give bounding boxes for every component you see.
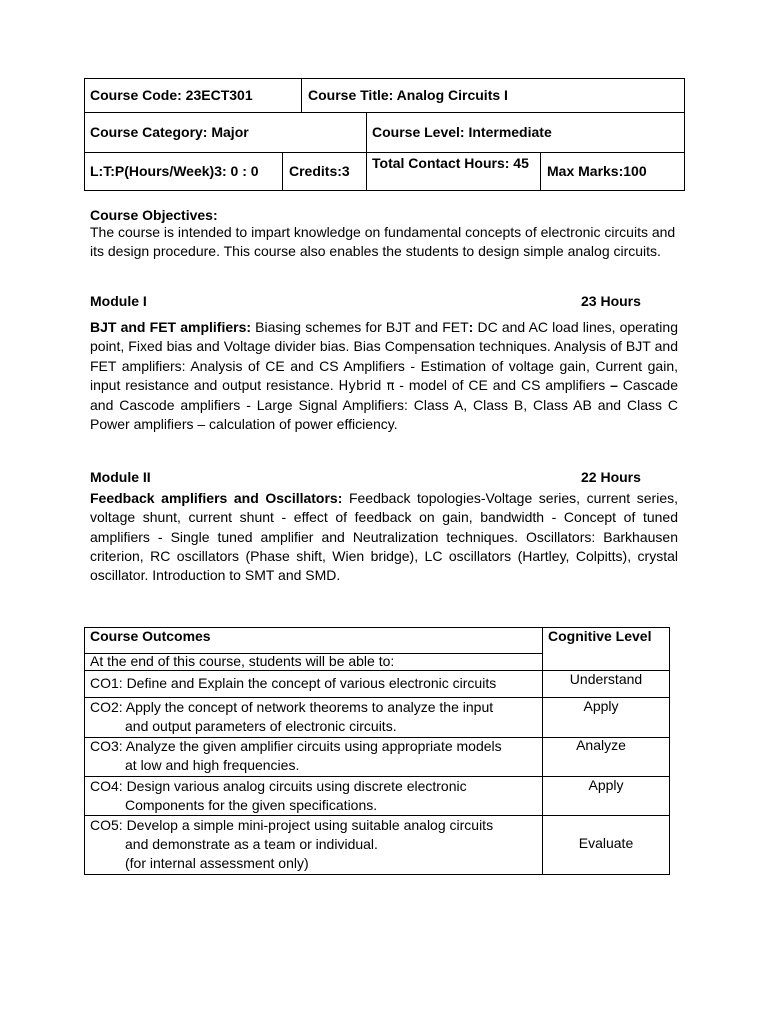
credits: Credits:3	[289, 163, 350, 179]
table-border	[84, 112, 685, 113]
table-border	[301, 78, 302, 112]
table-border	[84, 874, 670, 875]
module-1-lead: BJT and FET amplifiers:	[90, 319, 252, 335]
course-level: Course Level: Intermediate	[372, 124, 552, 140]
module-1-title: Module I	[90, 293, 147, 309]
module-1-text: DC and AC load lines, operating point, Fixed bias and Voltage divider bias. Bias Compensation techniques. Analysis of BJT and FET amplifiers: Analysis of CE and CS Amplifiers - Estimation of voltage gain, Current gain, input resistance and output resistance.	[90, 319, 678, 393]
table-border	[84, 152, 685, 153]
co5-level: Evaluate	[578, 835, 634, 851]
objectives-line-1: The course is intended to impart knowledge on fundamental concepts of electronic circuits and	[90, 224, 676, 240]
co3-line-2: at low and high frequencies.	[125, 757, 300, 773]
course-title: Course Title: Analog Circuits I	[308, 87, 508, 103]
outcomes-intro: At the end of this course, students will be able to:	[90, 653, 395, 669]
outcomes-header: Course Outcomes	[90, 628, 211, 644]
co2-level: Apply	[583, 698, 619, 714]
module-2-text: Feedback topologies-Voltage series, current series, voltage shunt, current shunt - effect of feedback on gain, bandwidth - Concept of tuned amplifiers - Single tuned amplifier and Neutralization techniques. Oscillators: Barkhausen criterion, RC oscillators (Phase shift, Wien bridge), LC oscillators (Hartley, Colpitts), crystal oscillator. Introduction to SMT and SMD.	[90, 490, 679, 584]
module-1-hours: 23 Hours	[581, 293, 641, 309]
table-border	[84, 627, 85, 875]
co4-line-1: CO4: Design various analog circuits using discrete electronic	[90, 778, 467, 794]
table-border	[282, 152, 283, 191]
module-2-description	[90, 489, 678, 585]
objectives-line-2: its design procedure. This course also enables the students to design simple analog circuits.	[90, 243, 661, 259]
module-1-text: Biasing schemes for BJT and FET	[251, 319, 469, 335]
module-1-dash: –	[610, 376, 618, 393]
co4-line-2: Components for the given specifications.	[125, 797, 378, 813]
co5-line-1: CO5: Develop a simple mini-project using suitable analog circuits	[90, 817, 494, 833]
module-2-lead: Feedback amplifiers and Oscillators:	[90, 490, 343, 506]
co5-line-3: (for internal assessment only)	[125, 855, 309, 871]
ltp-hours: L:T:P(Hours/Week)3: 0 : 0	[90, 163, 259, 179]
course-code: Course Code: 23ECT301	[90, 87, 253, 103]
module-1-text: - model of CE and CS amplifiers	[394, 376, 611, 393]
module-1-colon: :	[468, 319, 474, 335]
cognitive-level-header: Cognitive Level	[548, 628, 652, 644]
co4-level: Apply	[588, 777, 624, 793]
table-border	[84, 78, 85, 191]
table-border	[84, 78, 685, 79]
course-category: Course Category: Major	[90, 124, 249, 140]
co1-level: Understand	[569, 671, 643, 687]
module-1-hybrid: Hybrid π	[338, 378, 395, 394]
co5-line-2: and demonstrate as a team or individual.	[125, 836, 378, 852]
co2-line-1: CO2: Apply the concept of network theorems to analyze the input	[90, 699, 494, 715]
table-border	[366, 112, 367, 191]
module-1-description	[90, 318, 678, 435]
module-1-text: Cascade and Cascode amplifiers - Large Signal Amplifiers: Class A, Class B, Class AB and Class C Power amplifiers – calculation of power efficiency.	[90, 376, 679, 433]
table-border	[84, 190, 685, 191]
module-2-hours: 22 Hours	[581, 469, 641, 485]
max-marks: Max Marks:100	[547, 163, 647, 179]
co3-level: Analyze	[576, 737, 626, 753]
co3-line-1: CO3: Analyze the given amplifier circuits using appropriate models	[90, 738, 502, 754]
table-border	[684, 78, 685, 191]
co2-line-2: and output parameters of electronic circuits.	[125, 718, 397, 734]
total-contact-hours: Total Contact Hours: 45	[372, 155, 529, 171]
module-2-title: Module II	[90, 469, 151, 485]
objectives-heading: Course Objectives:	[90, 207, 218, 223]
table-border	[540, 152, 541, 191]
co1-line-1: CO1: Define and Explain the concept of various electronic circuits	[90, 675, 497, 691]
